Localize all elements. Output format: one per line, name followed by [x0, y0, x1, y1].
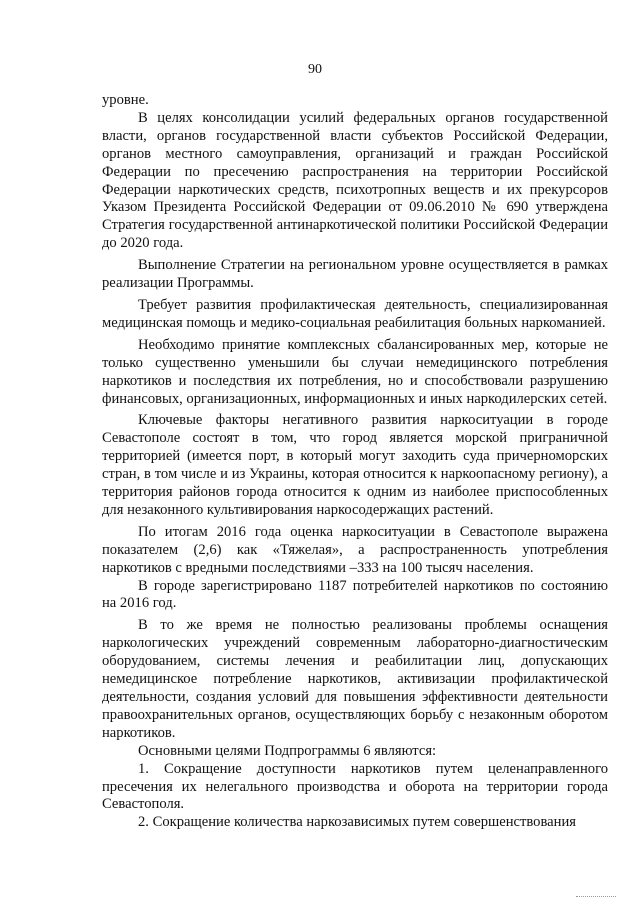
- paragraph: Требует развития профилактическая деятельность, специализированная медицинская помощь и медико-социальная реабилитация больных наркоманией.: [102, 296, 608, 331]
- document-body: [102, 92, 608, 832]
- paragraph: 2. Сокращение количества наркозависимых путем совершенствования: [138, 814, 576, 831]
- paragraph: Необходимо принятие комплексных сбалансированных мер, которые не только существенно уменьшили бы случаи немедицинского потребления наркотиков и последствия их потребления, но и способствовали разрушению финансовых, организационных, информационных и иных наркодилерских сетей.: [102, 336, 608, 407]
- paragraph: 1. Сокращение доступности наркотиков путем целенаправленного пресечения их нелегального производства и оборота на территории города Севастополя.: [102, 760, 608, 813]
- paragraph: В целях консолидации усилий федеральных органов государственной власти, органов государственной власти субъектов Российской Федерации, органов местного самоуправления, организаций и граждан Российской Федерации по пресечению распространения на территории Российской Федерации наркотических средств, психотропных веществ и их прекурсоров Указом Президента Российской Федерации от 09.06.2010 № 690 утверждена Стратегия государственной антинаркотической политики Российской Федерации до 2020 года.: [102, 109, 608, 252]
- paragraph: Ключевые факторы негативного развития наркоситуации в городе Севастополе состоят в том, что город является морской приграничной территорией (имеется порт, в который могут заходить суда причерноморских стран, в том числе и из Украины, которая относится к наркоопасному региону), а территория районов города относится к одним из наиболее приспособленных для незаконного культивирования наркосодержащих растений.: [102, 412, 608, 518]
- paragraph: Выполнение Стратегии на региональном уровне осуществляется в рамках реализации Программы.: [102, 257, 608, 292]
- scan-artifact: [576, 896, 616, 899]
- paragraph: По итогам 2016 года оценка наркоситуации в Севастополе выражена показателем (2,6) как «Тяжелая», а распространенность употребления наркотиков с вредными последствиями –333 на 100 тысяч населения.: [102, 523, 608, 576]
- page-number: 90: [308, 62, 322, 77]
- paragraph: уровне.: [102, 92, 149, 108]
- paragraph: В городе зарегистрировано 1187 потребителей наркотиков по состоянию на 2016 год.: [102, 577, 608, 612]
- paragraph: Основными целями Подпрограммы 6 являются:: [138, 742, 437, 759]
- paragraph: В то же время не полностью реализованы проблемы оснащения наркологических учреждений современным лабораторно-диагностическим оборудованием, системы лечения и реабилитации лиц, допускающих немедицинское потребление наркотиков, активизации профилактической деятельности, создания условий для повышения эффективности деятельности правоохранительных органов, осуществляющих борьбу с незаконным оборотом наркотиков.: [102, 617, 608, 741]
